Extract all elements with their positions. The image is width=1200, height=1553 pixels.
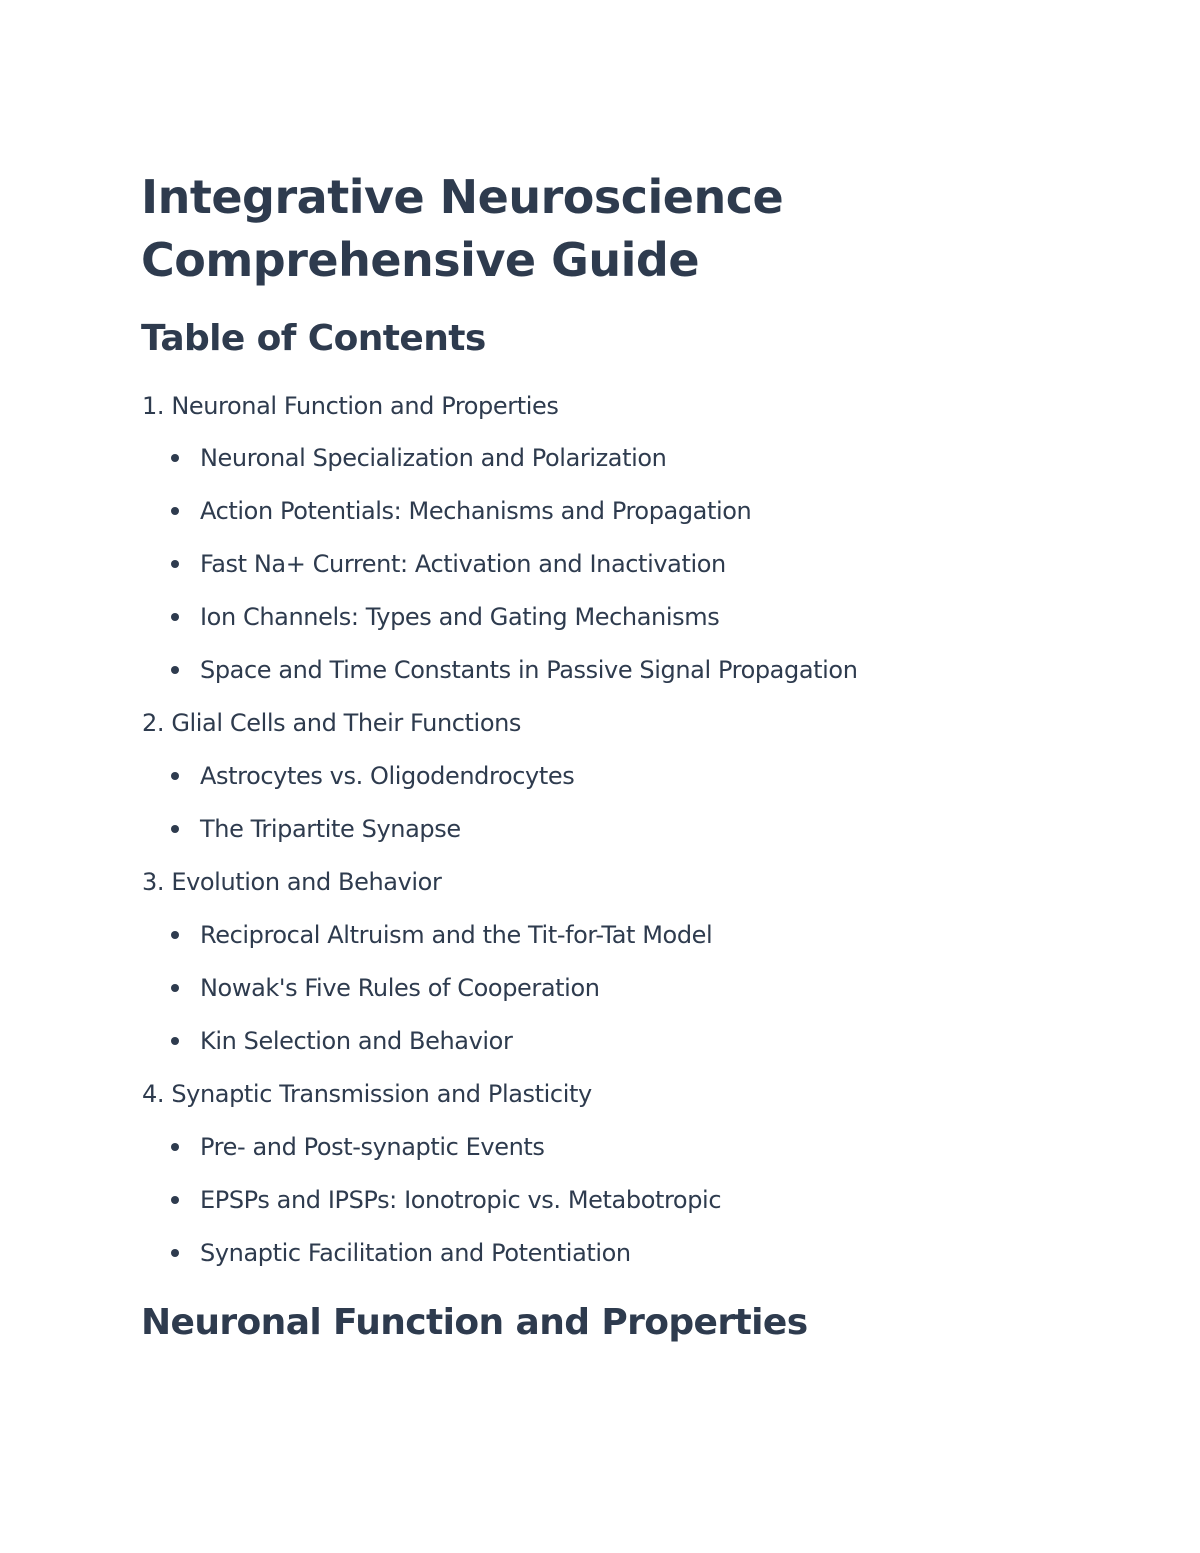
toc-item-label: EPSPs and IPSPs: Ionotropic vs. Metabotropic (200, 1186, 722, 1214)
bullet-icon (171, 1196, 179, 1204)
section-heading: Neuronal Function and Properties (141, 1302, 808, 1343)
document-title-line-2: Comprehensive Guide (141, 233, 700, 287)
toc-section[interactable]: 3. Evolution and Behavior (142, 868, 442, 896)
toc-item[interactable] (200, 1184, 721, 1216)
toc-item-label: Pre- and Post-synaptic Events (200, 1133, 545, 1161)
toc-item[interactable] (200, 442, 667, 474)
toc-item-label: Neuronal Specialization and Polarization (200, 444, 667, 472)
toc-item[interactable] (200, 1237, 631, 1269)
bullet-icon (171, 666, 179, 674)
bullet-icon (171, 560, 179, 568)
document-title-line-1: Integrative Neuroscience (141, 170, 784, 224)
toc-section[interactable]: 2. Glial Cells and Their Functions (142, 709, 522, 737)
toc-item[interactable] (200, 601, 719, 633)
toc-item-label: Kin Selection and Behavior (200, 1027, 513, 1055)
toc-item-label: Nowak's Five Rules of Cooperation (200, 974, 600, 1002)
toc-section[interactable]: 1. Neuronal Function and Properties (142, 392, 559, 420)
bullet-icon (171, 507, 179, 515)
document-title (141, 166, 1041, 292)
toc-item-label: Fast Na+ Current: Activation and Inactivation (200, 550, 726, 578)
toc-item-label: Astrocytes vs. Oligodendrocytes (200, 762, 575, 790)
toc-item[interactable] (200, 813, 461, 845)
toc-item-label: Synaptic Facilitation and Potentiation (200, 1239, 631, 1267)
bullet-icon (171, 454, 179, 462)
toc-item[interactable] (200, 919, 712, 951)
toc-heading: Table of Contents (141, 318, 486, 359)
toc-item-label: Ion Channels: Types and Gating Mechanisms (200, 603, 720, 631)
bullet-icon (171, 931, 179, 939)
toc-section[interactable]: 4. Synaptic Transmission and Plasticity (142, 1080, 592, 1108)
toc-item[interactable] (200, 972, 600, 1004)
toc-item[interactable] (200, 548, 726, 580)
toc-item-label: Reciprocal Altruism and the Tit-for-Tat Model (200, 921, 713, 949)
bullet-icon (171, 1249, 179, 1257)
toc-item[interactable] (200, 495, 751, 527)
toc-item[interactable] (200, 654, 858, 686)
toc-item-label: Space and Time Constants in Passive Signal Propagation (200, 656, 858, 684)
toc-item[interactable] (200, 760, 574, 792)
bullet-icon (171, 613, 179, 621)
toc-item[interactable] (200, 1131, 545, 1163)
bullet-icon (171, 825, 179, 833)
bullet-icon (171, 1037, 179, 1045)
bullet-icon (171, 1143, 179, 1151)
toc-item[interactable] (200, 1025, 512, 1057)
bullet-icon (171, 772, 179, 780)
toc-item-label: Action Potentials: Mechanisms and Propagation (200, 497, 752, 525)
bullet-icon (171, 984, 179, 992)
toc-item-label: The Tripartite Synapse (200, 815, 461, 843)
